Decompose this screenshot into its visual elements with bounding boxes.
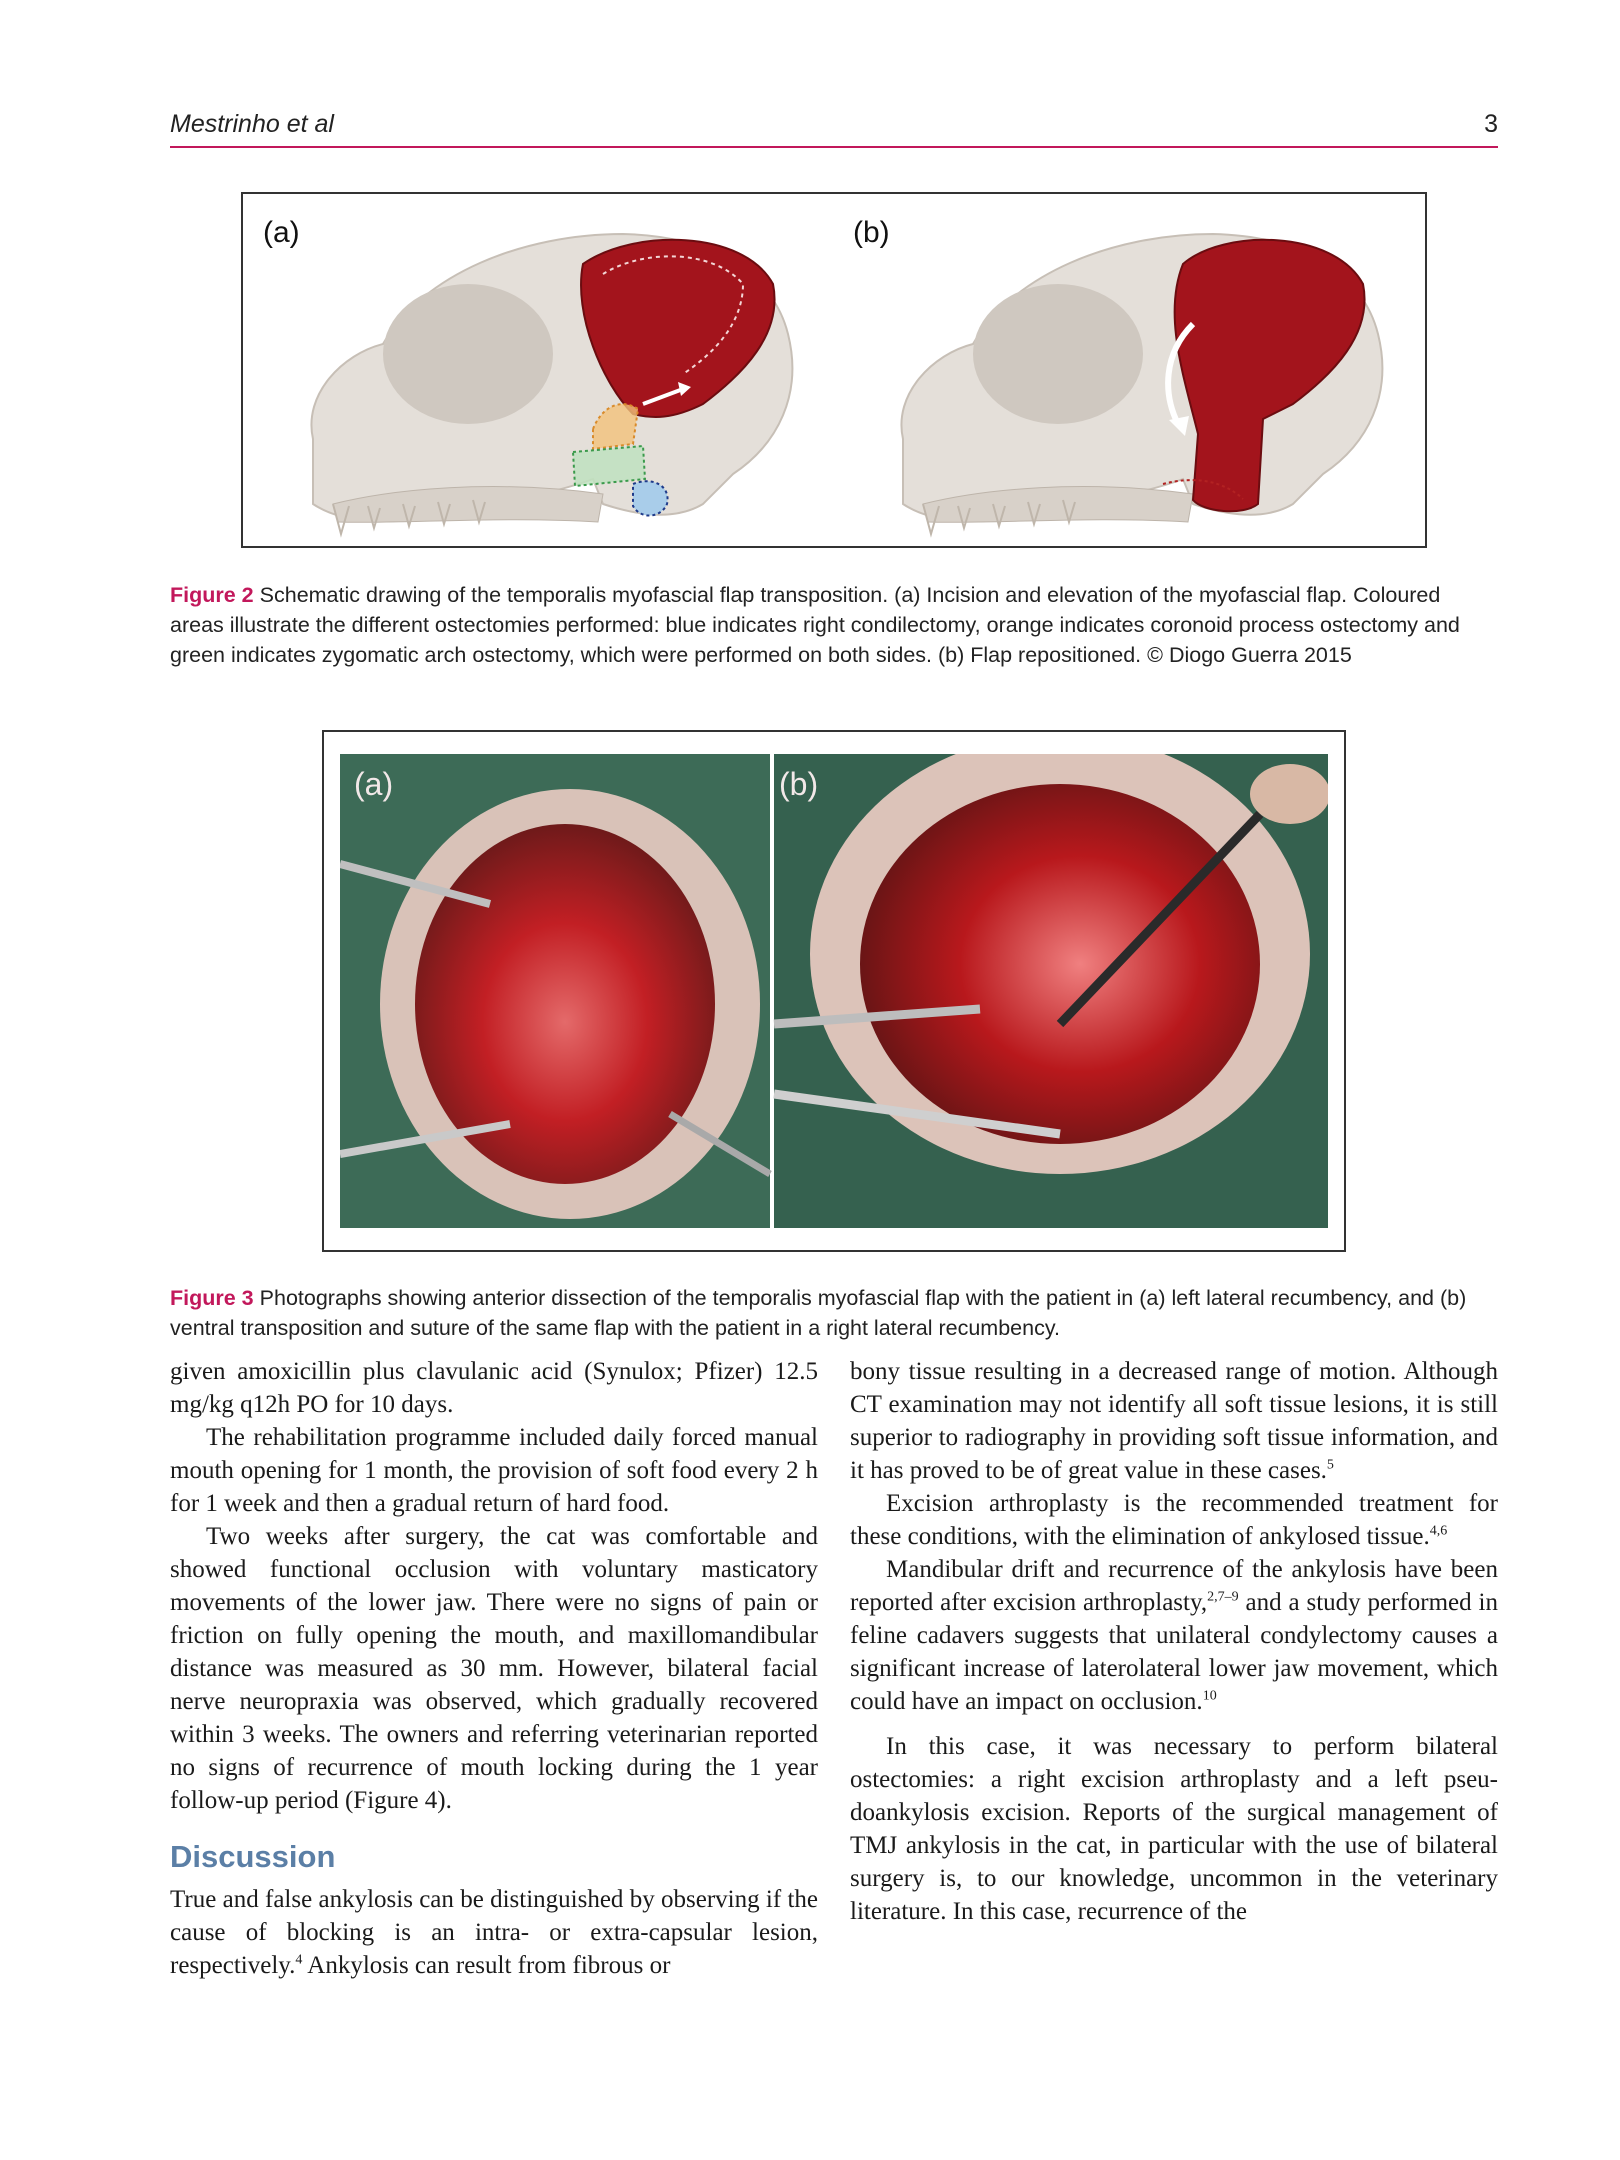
running-head xyxy=(170,108,1498,144)
paragraph-text: Excision arthroplasty is the recommended treatment for these conditions, with the elimination of ankylosed tissue. xyxy=(850,1490,1498,1550)
body-paragraph: given amoxicillin plus clavulanic acid (Synulox; Pfizer) 12.5 mg/kg q12h PO for 10 days. xyxy=(170,1358,818,1418)
figure-3-panel-b-label: (b) xyxy=(779,766,819,802)
reference-superscript: 4,6 xyxy=(1429,1523,1448,1539)
orbit-shape xyxy=(383,284,553,424)
orbit-shape xyxy=(973,284,1143,424)
reference-superscript: 5 xyxy=(1326,1457,1334,1473)
figure-2-caption-text: Schematic drawing of the temporalis myofascial flap transposition. (a) Incision and elevation of the myofascial flap. Coloured areas illustrate the different ostectomies performed: blue indicates right condilectomy, orange indicates coronoid process ostectomy and green indicates zygomatic arch ostectomy, which were performed on both sides. (b) Flap repositioned. © Diogo Guerra 2015 xyxy=(170,583,1460,667)
body-paragraph: The rehabilitation programme included daily forced manual mouth opening for 1 month, the provision of soft food every 2 h for 1 week and then a gradual return of hard food. xyxy=(170,1424,818,1517)
figure-2-panel-b-label: (b) xyxy=(853,216,890,249)
body-paragraph xyxy=(850,1487,1498,1553)
paragraph-text: Ankylosis can result from fibrous or xyxy=(302,1952,671,1979)
body-paragraph xyxy=(850,1355,1498,1487)
photo-b xyxy=(774,754,1328,1228)
paragraph-text: Mandibular drift and recurrence of the ankylosis have been reported after excision arthroplasty, xyxy=(850,1556,1498,1616)
photo-a xyxy=(340,754,770,1228)
figure-3-caption-label: Figure 3 xyxy=(170,1286,254,1310)
figure-2-caption xyxy=(170,580,1500,670)
figure-3-caption xyxy=(170,1283,1500,1343)
figure-3-caption-text: Photographs showing anterior dissection of the temporalis myofascial flap with the patient in (a) left lateral recumbency, and (b) ventral transposition and suture of the same flap with the patient in a right lateral recumbency. xyxy=(170,1286,1467,1340)
figure-2-panel-b-drawing xyxy=(863,204,1403,544)
body-paragraph: Two weeks after surgery, the cat was comfortable and showed functional occlusion with voluntary masticatory movements of the lower jaw. There were no signs of pain or friction on fully opening the mouth, and maxillomandibular distance was measured as 30 mm. However, bilateral facial nerve neuropraxia was observed, which gradually recovered within 3 weeks. The owners and referring veterinarian reported no signs of recurrence of mouth locking during the 1 year follow-up period (Figure 4). xyxy=(170,1523,818,1814)
figure-2-panel-a-drawing xyxy=(273,204,813,544)
body-paragraph xyxy=(850,1553,1498,1718)
gloved-finger xyxy=(1250,764,1328,824)
figure-3-panel-a-label: (a) xyxy=(354,766,394,802)
reference-superscript: 2,7–9 xyxy=(1207,1589,1239,1605)
figure-3 xyxy=(322,730,1346,1252)
figure-2-panel-a-label: (a) xyxy=(263,216,300,249)
figure-3-photographs xyxy=(340,754,1328,1228)
paragraph-text: and a study performed in feline cadavers suggests that unilateral condylectomy causes a significant increase of laterolateral lower jaw movement, which could have an impact on occlusion. xyxy=(850,1589,1498,1715)
body-paragraph xyxy=(170,1883,818,1982)
reference-superscript: 4 xyxy=(295,1952,303,1968)
figure-2 xyxy=(241,192,1427,548)
body-paragraph: In this case, it was necessary to perform bilateral ostectomies: a right excision arthroplasty and a left pseudoankylosis excision. Reports of the surgical management of TMJ ankylosis in the cat, in particular with the use of bilateral surgery is, to our knowledge, uncommon in the veterinary literature. In this case, recurrence of the xyxy=(850,1733,1498,1925)
right-column xyxy=(850,1355,1498,1928)
incision-site-b xyxy=(860,784,1260,1144)
page-number: 3 xyxy=(1484,110,1498,138)
paragraph-text: True and false ankylosis can be distinguished by observing if the cause of blocking is an intra- or extra-capsular lesion, respectively. xyxy=(170,1886,818,1979)
running-head-author: Mestrinho et al xyxy=(170,110,334,138)
section-heading-discussion: Discussion xyxy=(170,1839,336,1874)
condylectomy-blue xyxy=(633,481,668,515)
reference-superscript: 10 xyxy=(1202,1688,1217,1704)
paragraph-text: bony tissue resulting in a decreased range of motion. Although CT examination may not identify all soft tissue lesions, it is still superior to radiography in providing soft tissue information, and it has proved to be of great value in these cases. xyxy=(850,1358,1498,1484)
left-column xyxy=(170,1355,818,1982)
header-rule xyxy=(170,146,1498,148)
zygomatic-ostectomy-green xyxy=(573,446,645,486)
figure-2-caption-label: Figure 2 xyxy=(170,583,254,607)
